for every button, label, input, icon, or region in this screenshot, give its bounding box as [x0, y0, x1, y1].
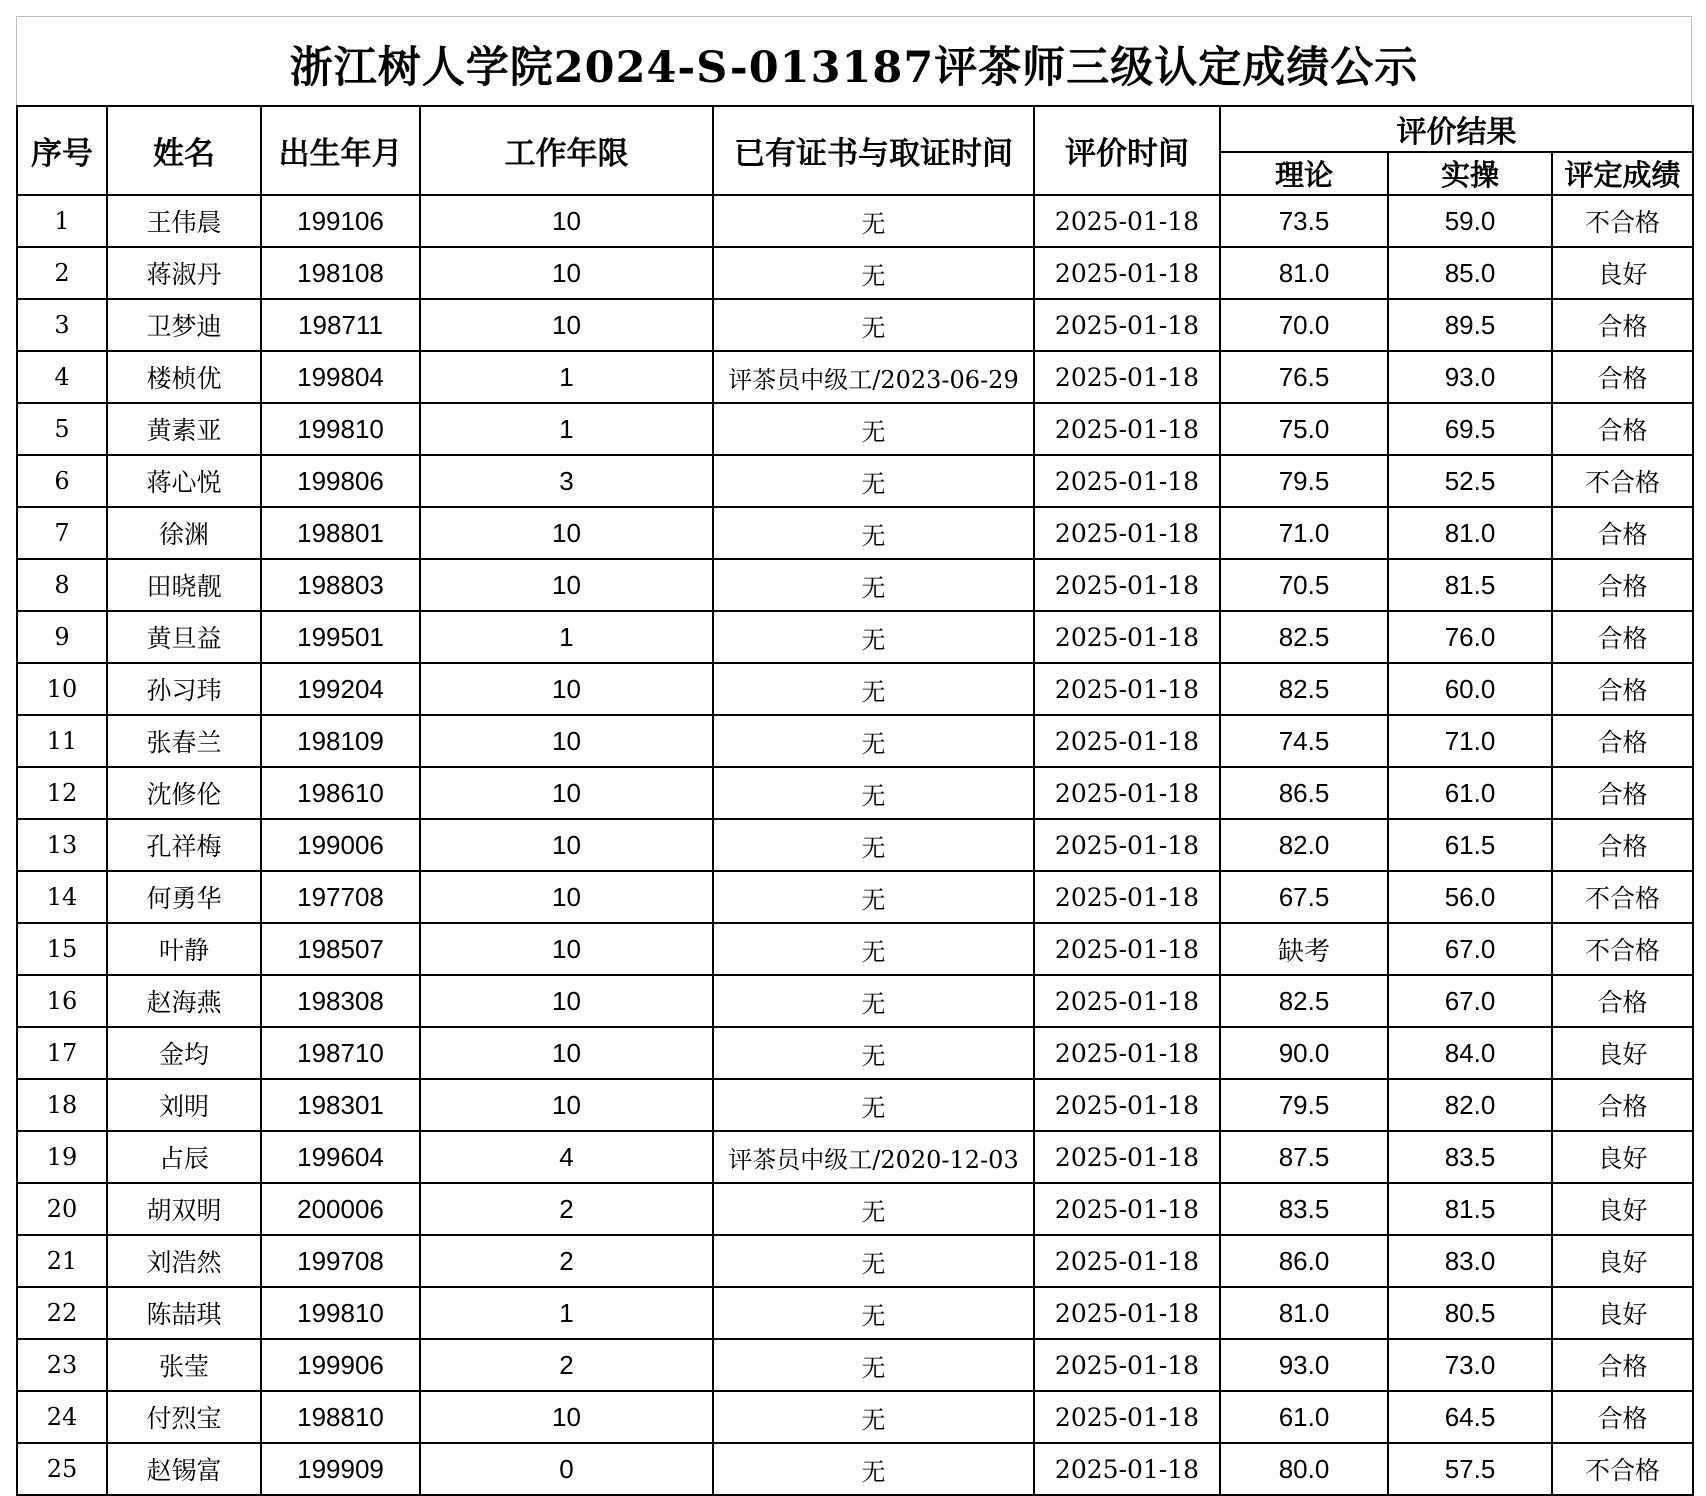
cell-years: 2	[420, 1339, 713, 1391]
cell-years: 2	[420, 1183, 713, 1235]
header-row-1	[17, 106, 1693, 152]
title-cell	[16, 16, 1692, 105]
cell-practice: 52.5	[1388, 455, 1552, 507]
table-row	[17, 1391, 1693, 1443]
cell-cert: 无	[713, 299, 1034, 351]
cell-theory: 67.5	[1220, 871, 1388, 923]
cell-eval-date: 2025-01-18	[1034, 403, 1220, 455]
cell-cert: 无	[713, 1027, 1034, 1079]
cell-birth: 199906	[261, 1339, 420, 1391]
cell-cert: 无	[713, 559, 1034, 611]
cell-years: 10	[420, 1027, 713, 1079]
table-row	[17, 1183, 1693, 1235]
cell-years: 0	[420, 1443, 713, 1495]
table-row	[17, 975, 1693, 1027]
cell-eval-date: 2025-01-18	[1034, 1339, 1220, 1391]
cell-birth: 199501	[261, 611, 420, 663]
cell-birth: 200006	[261, 1183, 420, 1235]
cell-theory: 71.0	[1220, 507, 1388, 559]
page-title: 浙江树人学院2024-S-013187评茶师三级认定成绩公示	[289, 42, 1419, 93]
cell-eval-date: 2025-01-18	[1034, 611, 1220, 663]
cell-years: 10	[420, 819, 713, 871]
cell-practice: 56.0	[1388, 871, 1552, 923]
cell-birth: 199810	[261, 403, 420, 455]
header-practice: 实操	[1388, 152, 1552, 195]
cell-theory: 61.0	[1220, 1391, 1388, 1443]
cell-no: 16	[17, 975, 107, 1027]
cell-birth: 198108	[261, 247, 420, 299]
cell-practice: 73.0	[1388, 1339, 1552, 1391]
cell-no: 18	[17, 1079, 107, 1131]
table-row	[17, 1079, 1693, 1131]
cell-no: 21	[17, 1235, 107, 1287]
cell-eval-date: 2025-01-18	[1034, 1079, 1220, 1131]
cell-no: 3	[17, 299, 107, 351]
cell-years: 10	[420, 663, 713, 715]
table-row	[17, 1443, 1693, 1495]
cell-birth: 199806	[261, 455, 420, 507]
table-row	[17, 1131, 1693, 1183]
cell-birth: 199204	[261, 663, 420, 715]
cell-years: 10	[420, 559, 713, 611]
cell-birth: 198507	[261, 923, 420, 975]
cell-practice: 81.5	[1388, 1183, 1552, 1235]
cell-name: 蒋心悦	[107, 455, 261, 507]
cell-years: 1	[420, 1287, 713, 1339]
header-years: 工作年限	[420, 106, 713, 195]
cell-no: 11	[17, 715, 107, 767]
cell-cert: 无	[713, 715, 1034, 767]
cell-cert: 评茶员中级工/2020-12-03	[713, 1131, 1034, 1183]
cell-cert: 无	[713, 1287, 1034, 1339]
table-row	[17, 559, 1693, 611]
cell-theory: 75.0	[1220, 403, 1388, 455]
table-row	[17, 767, 1693, 819]
cell-grade: 合格	[1552, 663, 1693, 715]
cell-cert: 无	[713, 663, 1034, 715]
table-row	[17, 715, 1693, 767]
cell-theory: 82.0	[1220, 819, 1388, 871]
cell-no: 5	[17, 403, 107, 455]
table-row	[17, 247, 1693, 299]
cell-theory: 74.5	[1220, 715, 1388, 767]
cell-practice: 61.0	[1388, 767, 1552, 819]
cell-eval-date: 2025-01-18	[1034, 819, 1220, 871]
cell-eval-date: 2025-01-18	[1034, 663, 1220, 715]
cell-years: 4	[420, 1131, 713, 1183]
cell-practice: 80.5	[1388, 1287, 1552, 1339]
cell-birth: 199106	[261, 195, 420, 247]
cell-no: 9	[17, 611, 107, 663]
cell-name: 刘浩然	[107, 1235, 261, 1287]
cell-no: 23	[17, 1339, 107, 1391]
cell-grade: 合格	[1552, 403, 1693, 455]
cell-grade: 合格	[1552, 975, 1693, 1027]
cell-birth: 198710	[261, 1027, 420, 1079]
table-row	[17, 871, 1693, 923]
cell-name: 占辰	[107, 1131, 261, 1183]
cell-birth: 199909	[261, 1443, 420, 1495]
cell-name: 张春兰	[107, 715, 261, 767]
cell-no: 12	[17, 767, 107, 819]
cell-no: 10	[17, 663, 107, 715]
cell-name: 刘明	[107, 1079, 261, 1131]
cell-grade: 合格	[1552, 559, 1693, 611]
cell-practice: 89.5	[1388, 299, 1552, 351]
cell-name: 胡双明	[107, 1183, 261, 1235]
cell-theory: 76.5	[1220, 351, 1388, 403]
cell-no: 2	[17, 247, 107, 299]
cell-birth: 198803	[261, 559, 420, 611]
cell-cert: 无	[713, 975, 1034, 1027]
cell-theory: 86.5	[1220, 767, 1388, 819]
cell-no: 15	[17, 923, 107, 975]
cell-cert: 无	[713, 819, 1034, 871]
cell-theory: 81.0	[1220, 1287, 1388, 1339]
cell-theory: 80.0	[1220, 1443, 1388, 1495]
header-theory: 理论	[1220, 152, 1388, 195]
cell-grade: 良好	[1552, 1131, 1693, 1183]
cell-theory: 93.0	[1220, 1339, 1388, 1391]
cell-eval-date: 2025-01-18	[1034, 1391, 1220, 1443]
cell-practice: 67.0	[1388, 975, 1552, 1027]
cell-years: 10	[420, 715, 713, 767]
cell-no: 4	[17, 351, 107, 403]
cell-birth: 198610	[261, 767, 420, 819]
cell-name: 蒋淑丹	[107, 247, 261, 299]
cell-grade: 合格	[1552, 715, 1693, 767]
cell-eval-date: 2025-01-18	[1034, 871, 1220, 923]
table-row	[17, 299, 1693, 351]
cell-years: 10	[420, 299, 713, 351]
cell-years: 10	[420, 871, 713, 923]
cell-grade: 合格	[1552, 351, 1693, 403]
cell-name: 何勇华	[107, 871, 261, 923]
cell-practice: 64.5	[1388, 1391, 1552, 1443]
cell-grade: 良好	[1552, 1287, 1693, 1339]
cell-name: 田晓靓	[107, 559, 261, 611]
cell-practice: 85.0	[1388, 247, 1552, 299]
cell-grade: 不合格	[1552, 1443, 1693, 1495]
results-table	[16, 105, 1694, 1496]
cell-cert: 无	[713, 1235, 1034, 1287]
table-row	[17, 611, 1693, 663]
cell-name: 孔祥梅	[107, 819, 261, 871]
cell-years: 10	[420, 195, 713, 247]
table-row	[17, 351, 1693, 403]
cell-eval-date: 2025-01-18	[1034, 1235, 1220, 1287]
cell-birth: 199804	[261, 351, 420, 403]
cell-birth: 199708	[261, 1235, 420, 1287]
cell-practice: 61.5	[1388, 819, 1552, 871]
cell-cert: 无	[713, 1079, 1034, 1131]
cell-eval-date: 2025-01-18	[1034, 351, 1220, 403]
cell-cert: 无	[713, 611, 1034, 663]
cell-eval-date: 2025-01-18	[1034, 767, 1220, 819]
cell-name: 徐渊	[107, 507, 261, 559]
table-row	[17, 195, 1693, 247]
cell-practice: 81.0	[1388, 507, 1552, 559]
cell-cert: 无	[713, 1339, 1034, 1391]
cell-birth: 199810	[261, 1287, 420, 1339]
cell-cert: 无	[713, 507, 1034, 559]
cell-birth: 198711	[261, 299, 420, 351]
header-eval-date: 评价时间	[1034, 106, 1220, 195]
cell-practice: 93.0	[1388, 351, 1552, 403]
cell-eval-date: 2025-01-18	[1034, 455, 1220, 507]
cell-cert: 无	[713, 871, 1034, 923]
cell-practice: 76.0	[1388, 611, 1552, 663]
table-row	[17, 663, 1693, 715]
cell-name: 沈修伦	[107, 767, 261, 819]
cell-cert: 无	[713, 923, 1034, 975]
table-row	[17, 1339, 1693, 1391]
cell-years: 10	[420, 923, 713, 975]
cell-eval-date: 2025-01-18	[1034, 247, 1220, 299]
cell-name: 赵海燕	[107, 975, 261, 1027]
cell-theory: 90.0	[1220, 1027, 1388, 1079]
cell-practice: 59.0	[1388, 195, 1552, 247]
cell-theory: 86.0	[1220, 1235, 1388, 1287]
table-row	[17, 403, 1693, 455]
cell-cert: 无	[713, 1391, 1034, 1443]
cell-name: 陈喆琪	[107, 1287, 261, 1339]
cell-name: 黄旦益	[107, 611, 261, 663]
cell-no: 13	[17, 819, 107, 871]
cell-years: 10	[420, 767, 713, 819]
cell-no: 7	[17, 507, 107, 559]
cell-years: 10	[420, 1391, 713, 1443]
cell-grade: 合格	[1552, 1079, 1693, 1131]
cell-practice: 57.5	[1388, 1443, 1552, 1495]
header-name: 姓名	[107, 106, 261, 195]
cell-cert: 无	[713, 1443, 1034, 1495]
cell-grade: 合格	[1552, 507, 1693, 559]
cell-eval-date: 2025-01-18	[1034, 975, 1220, 1027]
cell-grade: 良好	[1552, 1235, 1693, 1287]
cell-name: 张莹	[107, 1339, 261, 1391]
cell-eval-date: 2025-01-18	[1034, 715, 1220, 767]
cell-no: 1	[17, 195, 107, 247]
cell-grade: 良好	[1552, 1027, 1693, 1079]
cell-eval-date: 2025-01-18	[1034, 559, 1220, 611]
cell-cert: 无	[713, 403, 1034, 455]
cell-years: 1	[420, 611, 713, 663]
cell-birth: 198801	[261, 507, 420, 559]
cell-theory: 82.5	[1220, 611, 1388, 663]
cell-eval-date: 2025-01-18	[1034, 1287, 1220, 1339]
cell-grade: 合格	[1552, 611, 1693, 663]
table-row	[17, 1235, 1693, 1287]
cell-name: 金均	[107, 1027, 261, 1079]
cell-cert: 无	[713, 767, 1034, 819]
table-row	[17, 819, 1693, 871]
cell-no: 6	[17, 455, 107, 507]
cell-theory: 79.5	[1220, 455, 1388, 507]
header-no: 序号	[17, 106, 107, 195]
cell-theory: 82.5	[1220, 663, 1388, 715]
cell-practice: 81.5	[1388, 559, 1552, 611]
cell-grade: 不合格	[1552, 195, 1693, 247]
cell-birth: 198810	[261, 1391, 420, 1443]
cell-theory: 81.0	[1220, 247, 1388, 299]
cell-practice: 82.0	[1388, 1079, 1552, 1131]
cell-years: 10	[420, 247, 713, 299]
cell-theory: 79.5	[1220, 1079, 1388, 1131]
cell-cert: 评茶员中级工/2023-06-29	[713, 351, 1034, 403]
cell-grade: 合格	[1552, 767, 1693, 819]
cell-no: 17	[17, 1027, 107, 1079]
cell-eval-date: 2025-01-18	[1034, 1443, 1220, 1495]
cell-years: 1	[420, 403, 713, 455]
table-row	[17, 1287, 1693, 1339]
header-birth: 出生年月	[261, 106, 420, 195]
table-body	[17, 195, 1693, 1495]
cell-practice: 69.5	[1388, 403, 1552, 455]
cell-eval-date: 2025-01-18	[1034, 195, 1220, 247]
cell-no: 14	[17, 871, 107, 923]
cell-no: 8	[17, 559, 107, 611]
cell-practice: 60.0	[1388, 663, 1552, 715]
cell-theory: 70.5	[1220, 559, 1388, 611]
cell-no: 22	[17, 1287, 107, 1339]
cell-name: 楼桢优	[107, 351, 261, 403]
cell-cert: 无	[713, 455, 1034, 507]
table-row	[17, 923, 1693, 975]
cell-birth: 199006	[261, 819, 420, 871]
cell-cert: 无	[713, 247, 1034, 299]
cell-name: 黄素亚	[107, 403, 261, 455]
cell-theory: 87.5	[1220, 1131, 1388, 1183]
cell-years: 1	[420, 351, 713, 403]
cell-eval-date: 2025-01-18	[1034, 1131, 1220, 1183]
cell-cert: 无	[713, 1183, 1034, 1235]
cell-name: 叶静	[107, 923, 261, 975]
cell-name: 王伟晨	[107, 195, 261, 247]
cell-practice: 84.0	[1388, 1027, 1552, 1079]
cell-grade: 合格	[1552, 299, 1693, 351]
cell-years: 3	[420, 455, 713, 507]
cell-birth: 197708	[261, 871, 420, 923]
cell-name: 孙习玮	[107, 663, 261, 715]
cell-cert: 无	[713, 195, 1034, 247]
cell-no: 24	[17, 1391, 107, 1443]
table-row	[17, 1027, 1693, 1079]
cell-grade: 良好	[1552, 1183, 1693, 1235]
header-cert: 已有证书与取证时间	[713, 106, 1034, 195]
cell-grade: 合格	[1552, 1391, 1693, 1443]
cell-grade: 不合格	[1552, 455, 1693, 507]
cell-theory: 83.5	[1220, 1183, 1388, 1235]
cell-eval-date: 2025-01-18	[1034, 507, 1220, 559]
cell-grade: 合格	[1552, 1339, 1693, 1391]
cell-theory: 73.5	[1220, 195, 1388, 247]
cell-birth: 198109	[261, 715, 420, 767]
results-sheet	[16, 16, 1692, 1496]
cell-practice: 83.5	[1388, 1131, 1552, 1183]
cell-no: 20	[17, 1183, 107, 1235]
cell-grade: 良好	[1552, 247, 1693, 299]
table-header	[17, 106, 1693, 195]
cell-years: 10	[420, 975, 713, 1027]
cell-name: 付烈宝	[107, 1391, 261, 1443]
cell-no: 25	[17, 1443, 107, 1495]
header-grade: 评定成绩	[1552, 152, 1693, 195]
cell-no: 19	[17, 1131, 107, 1183]
cell-name: 卫梦迪	[107, 299, 261, 351]
cell-eval-date: 2025-01-18	[1034, 1027, 1220, 1079]
cell-birth: 198308	[261, 975, 420, 1027]
header-result-group: 评价结果	[1220, 106, 1693, 152]
cell-theory: 70.0	[1220, 299, 1388, 351]
cell-eval-date: 2025-01-18	[1034, 923, 1220, 975]
cell-grade: 不合格	[1552, 923, 1693, 975]
cell-name: 赵锡富	[107, 1443, 261, 1495]
cell-eval-date: 2025-01-18	[1034, 299, 1220, 351]
cell-theory: 缺考	[1220, 923, 1388, 975]
cell-years: 10	[420, 1079, 713, 1131]
cell-years: 2	[420, 1235, 713, 1287]
cell-practice: 67.0	[1388, 923, 1552, 975]
cell-grade: 不合格	[1552, 871, 1693, 923]
cell-eval-date: 2025-01-18	[1034, 1183, 1220, 1235]
table-row	[17, 507, 1693, 559]
cell-practice: 83.0	[1388, 1235, 1552, 1287]
cell-years: 10	[420, 507, 713, 559]
cell-grade: 合格	[1552, 819, 1693, 871]
table-row	[17, 455, 1693, 507]
cell-birth: 198301	[261, 1079, 420, 1131]
cell-practice: 71.0	[1388, 715, 1552, 767]
cell-theory: 82.5	[1220, 975, 1388, 1027]
cell-birth: 199604	[261, 1131, 420, 1183]
